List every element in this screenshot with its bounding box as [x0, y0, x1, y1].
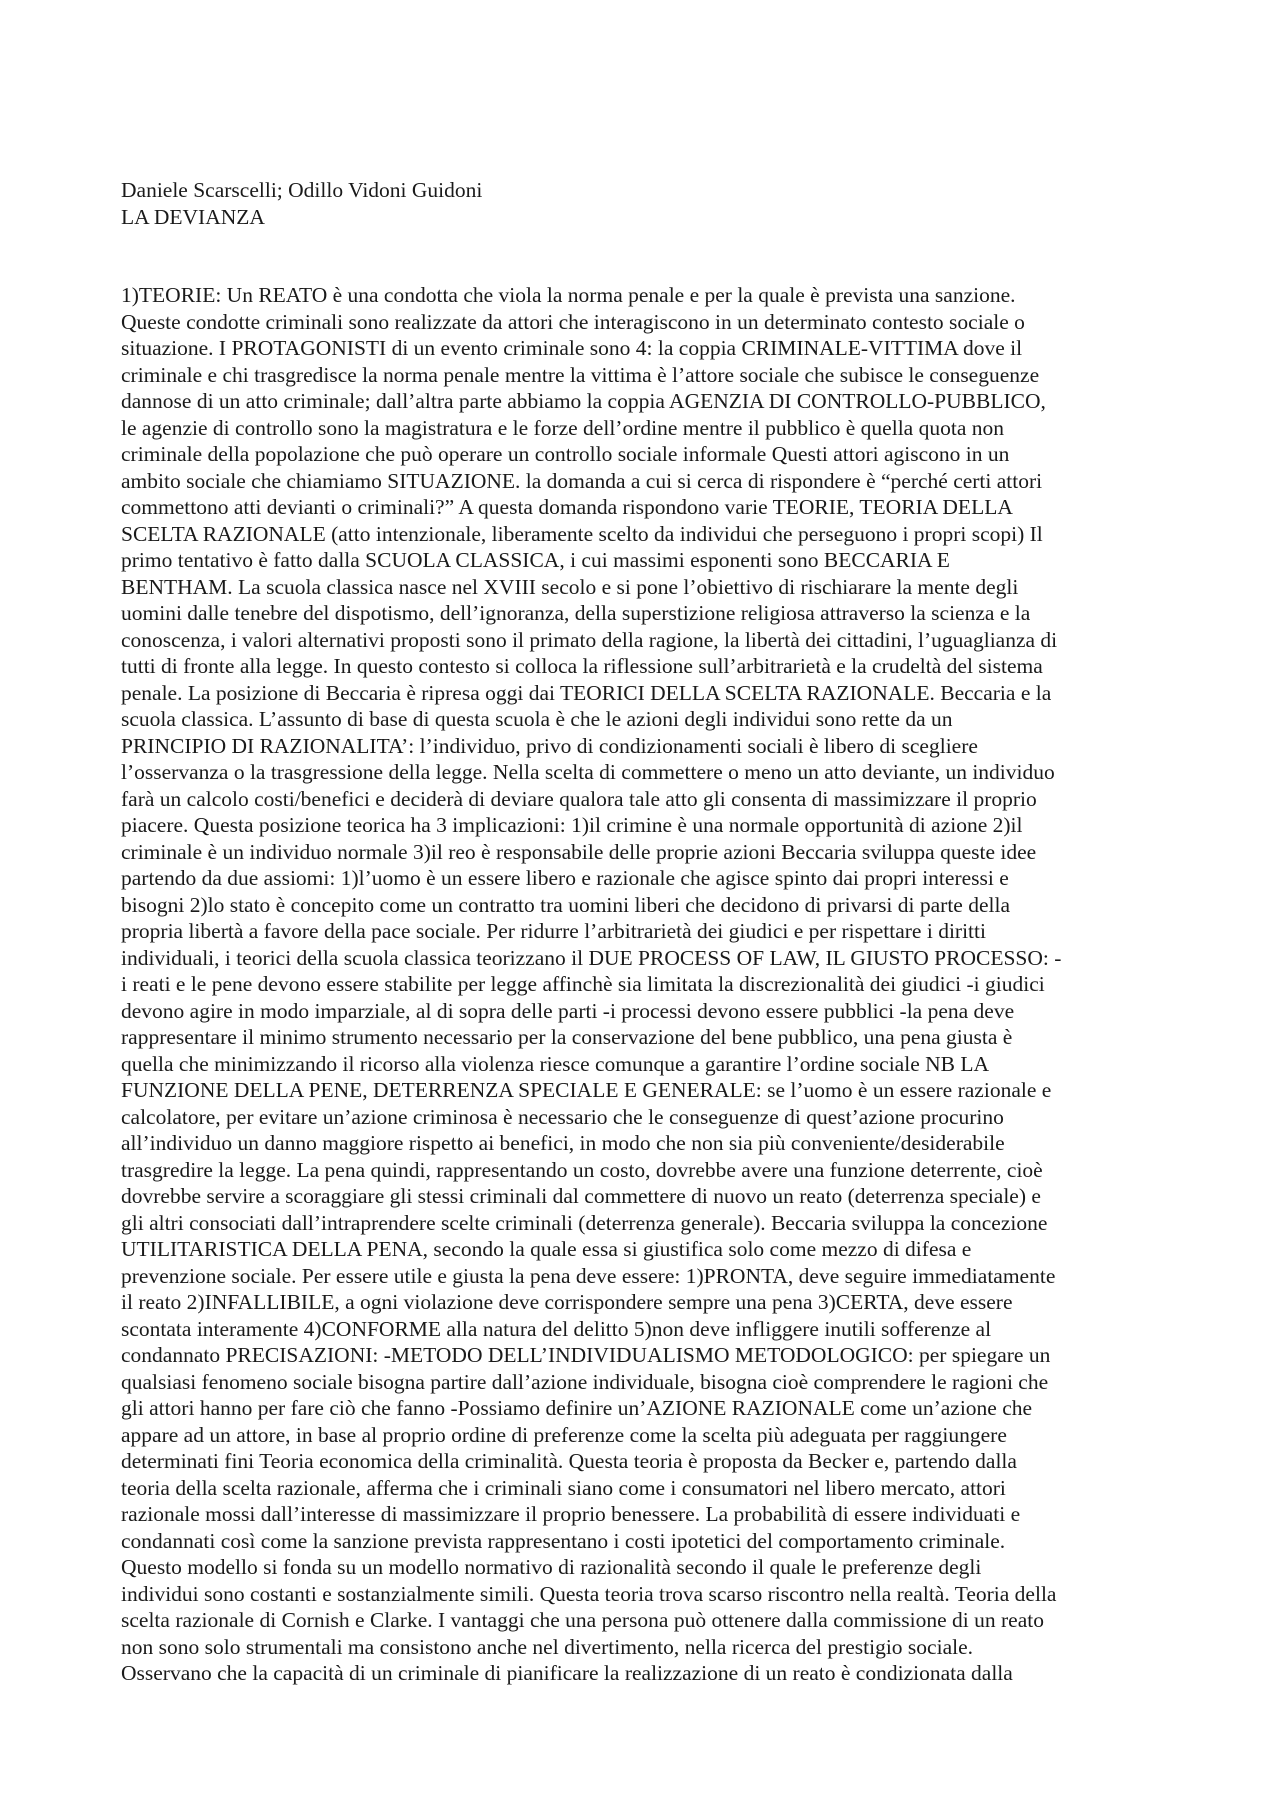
- text-line: determinati fini Teoria economica della criminalità. Questa teoria è proposta da Becker e, partendo dalla: [121, 1449, 1017, 1473]
- text-line: prevenzione sociale. Per essere utile e giusta la pena deve essere: 1)PRONTA, deve seguire immediatamente: [121, 1263, 1056, 1288]
- text-line: rappresentare il minimo strumento necessario per la conservazione del bene pubblico, una pena giusta è: [121, 1025, 1013, 1049]
- text-line: criminale è un individuo normale 3)il reo è responsabile delle proprie azioni Beccaria sviluppa queste idee: [121, 839, 1037, 864]
- text-line: dovrebbe servire a scoraggiare gli stessi criminali dal commettere di nuovo un reato (deterrenza speciale) e: [121, 1184, 1041, 1208]
- text-line: scelta razionale di Cornish e Clarke. I vantaggi che una persona può ottenere dalla commissione di un reato: [121, 1608, 1044, 1632]
- text-line: SCELTA RAZIONALE (atto intenzionale, liberamente scelto da individui che perseguono i propri scopi) Il: [121, 521, 1043, 546]
- text-line: l’osservanza o la trasgressione della legge. Nella scelta di commettere o meno un atto deviante, un individuo: [121, 760, 1055, 784]
- text-line: Questo modello si fonda su un modello normativo di razionalità secondo il quale le preferenze degli: [121, 1555, 982, 1579]
- text-line: gli attori hanno per fare ciò che fanno -Possiamo definire un’AZIONE RAZIONALE come un’azione che: [121, 1396, 1033, 1420]
- text-line: criminale della popolazione che può operare un controllo sociale informale Questi attori agiscono in un: [121, 442, 1010, 466]
- text-line: propria libertà a favore della pace sociale. Per ridurre l’arbitrarietà dei giudici e per rispettare i diritti: [121, 919, 986, 943]
- text-line: situazione. I PROTAGONISTI di un evento criminale sono 4: la coppia CRIMINALE-VITTIMA dove il: [121, 336, 1023, 360]
- text-line: bisogni 2)lo stato è concepito come un contratto tra uomini liberi che decidono di privarsi di parte della: [121, 892, 1011, 917]
- text-line: partendo da due assiomi: 1)l’uomo è un essere libero e razionale che agisce spinto dai propri interessi e: [121, 866, 1009, 890]
- text-line: UTILITARISTICA DELLA PENA, secondo la quale essa si giustifica solo come mezzo di difesa e: [121, 1237, 972, 1261]
- text-line: il reato 2)INFALLIBILE, a ogni violazione deve corrispondere sempre una pena 3)CERTA, deve essere: [121, 1290, 1013, 1314]
- text-line: scontata interamente 4)CONFORME alla natura del delitto 5)non deve infliggere inutili sofferenze al: [121, 1316, 992, 1341]
- document-title: LA DEVIANZA: [121, 205, 265, 229]
- text-line: all’individuo un danno maggiore rispetto ai benefici, in modo che non sia più conveniente/desiderabile: [121, 1131, 1005, 1155]
- text-line: razionale mossi dall’interesse di massimizzare il proprio benessere. La probabilità di essere individuati e: [121, 1502, 1021, 1526]
- text-line: non sono solo strumentali ma consistono anche nel divertimento, nella ricerca del prestigio sociale.: [121, 1634, 974, 1659]
- text-line: BENTHAM. La scuola classica nasce nel XVIII secolo e si pone l’obiettivo di rischiarare la mente degli: [121, 574, 1019, 599]
- text-line: condannati così come la sanzione prevista rappresentano i costi ipotetici del comportamento criminale.: [121, 1528, 1006, 1553]
- text-line: scuola classica. L’assunto di base di questa scuola è che le azioni degli individui sono rette da un: [121, 707, 953, 731]
- text-line: tutti di fronte alla legge. In questo contesto si colloca la riflessione sull’arbitrarietà e la crudeltà del sistema: [121, 654, 1043, 678]
- text-line: quella che minimizzando il ricorso alla violenza riesce comunque a garantire l’ordine sociale NB LA: [121, 1051, 990, 1076]
- text-line: individui sono costanti e sostanzialmente simili. Questa teoria trova scarso riscontro nella realtà. Teoria della: [121, 1581, 1057, 1606]
- text-line: Osservano che la capacità di un criminale di pianificare la realizzazione di un reato è condizionata dalla: [121, 1661, 1013, 1685]
- text-line: dannose di un atto criminale; dall’altra parte abbiamo la coppia AGENZIA DI CONTROLLO-PUBBLICO,: [121, 389, 1046, 413]
- text-line: teoria della scelta razionale, afferma che i criminali siano come i consumatori nel libero mercato, attori: [121, 1475, 1006, 1500]
- text-line: ambito sociale che chiamiamo SITUAZIONE. la domanda a cui si cerca di rispondere è “perché certi attori: [121, 468, 1043, 493]
- text-line: farà un calcolo costi/benefici e deciderà di deviare qualora tale atto gli consenta di massimizzare il proprio: [121, 786, 1037, 811]
- text-line: appare ad un attore, in base al proprio ordine di preferenze come la scelta più adeguata per raggiungere: [121, 1422, 1007, 1447]
- text-line: commettono atti devianti o criminali?” A questa domanda rispondono varie TEORIE, TEORIA DELLA: [121, 495, 1013, 519]
- text-line: condannato PRECISAZIONI: -METODO DELL’INDIVIDUALISMO METODOLOGICO: per spiegare un: [121, 1343, 1051, 1367]
- text-line: i reati e le pene devono essere stabilite per legge affinchè sia limitata la discrezionalità dei giudici -i giudici: [121, 972, 1045, 996]
- document-header: [121, 177, 1161, 231]
- text-line: individuali, i teorici della scuola classica teorizzano il DUE PROCESS OF LAW, IL GIUSTO PROCESSO: -: [121, 945, 1062, 970]
- body-paragraph: [121, 282, 1161, 1687]
- text-line: trasgredire la legge. La pena quindi, rappresentando un costo, dovrebbe avere una funzione deterrente, cioè: [121, 1157, 1043, 1182]
- text-line: criminale e chi trasgredisce la norma penale mentre la vittima è l’attore sociale che subisce le conseguenze: [121, 362, 1040, 387]
- text-line: conoscenza, i valori alternativi proposti sono il primato della ragione, la libertà dei cittadini, l’uguaglianza di: [121, 627, 1058, 652]
- text-line: calcolatore, per evitare un’azione criminosa è necessario che le conseguenze di quest’azione procurino: [121, 1104, 1004, 1129]
- text-line: FUNZIONE DELLA PENE, DETERRENZA SPECIALE E GENERALE: se l’uomo è un essere razionale e: [121, 1078, 1052, 1102]
- text-line: piacere. Questa posizione teorica ha 3 implicazioni: 1)il crimine è una normale opportunità di azione 2)il: [121, 813, 1023, 837]
- text-line: primo tentativo è fatto dalla SCUOLA CLASSICA, i cui massimi esponenti sono BECCARIA E: [121, 548, 950, 572]
- text-line: le agenzie di controllo sono la magistratura e le forze dell’ordine mentre il pubblico è quella quota non: [121, 415, 1004, 440]
- text-line: penale. La posizione di Beccaria è ripresa oggi dai TEORICI DELLA SCELTA RAZIONALE. Beccaria e la: [121, 680, 1052, 705]
- text-line: devono agire in modo imparziale, al di sopra delle parti -i processi devono essere pubblici -la pena deve: [121, 998, 1015, 1023]
- authors-line: Daniele Scarscelli; Odillo Vidoni Guidoni: [121, 178, 483, 202]
- text-line: Queste condotte criminali sono realizzate da attori che interagiscono in un determinato contesto sociale o: [121, 309, 1025, 334]
- text-line: gli altri consociati dall’intraprendere scelte criminali (deterrenza generale). Beccaria sviluppa la concezione: [121, 1210, 1048, 1235]
- text-line: PRINCIPIO DI RAZIONALITA’: l’individuo, privo di condizionamenti sociali è libero di scegliere: [121, 733, 978, 758]
- text-line: 1)TEORIE: Un REATO è una condotta che viola la norma penale e per la quale è prevista una sanzione.: [121, 283, 1016, 307]
- text-line: qualsiasi fenomeno sociale bisogna partire dall’azione individuale, bisogna cioè comprendere le ragioni che: [121, 1369, 1049, 1394]
- text-line: uomini dalle tenebre del dispotismo, dell’ignoranza, della superstizione religiosa attraverso la scienza e la: [121, 601, 1031, 625]
